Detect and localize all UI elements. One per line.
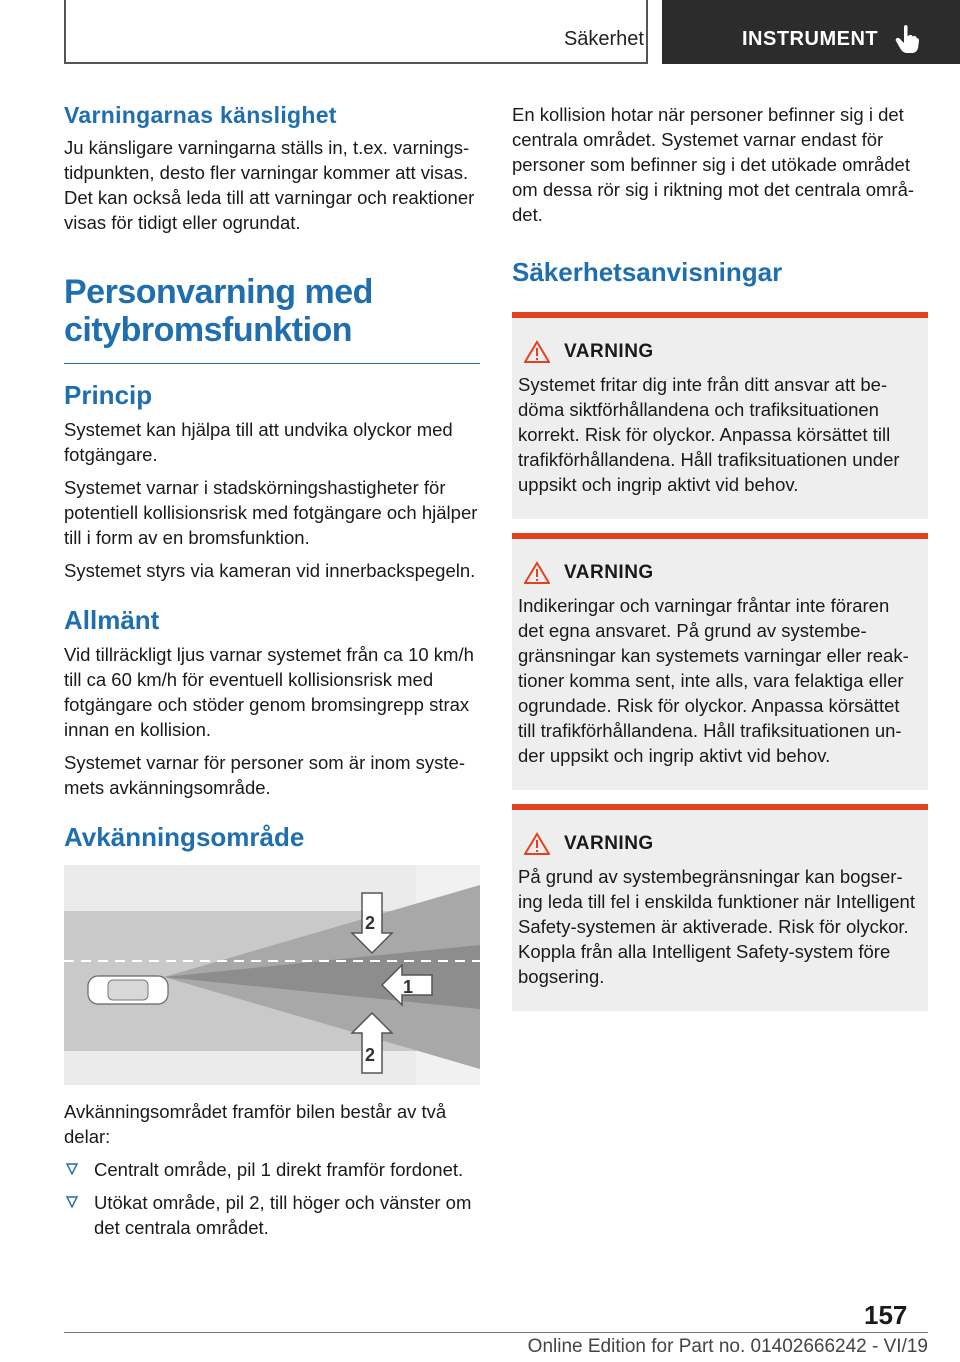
warning-title: VARNING bbox=[564, 341, 654, 362]
bullet-text: Centralt område, pil 1 direkt framför fordonet. bbox=[94, 1159, 464, 1180]
main-heading: Personvarning med citybromsfunktion bbox=[64, 273, 373, 349]
detection-area-figure bbox=[64, 865, 480, 1085]
warning-box bbox=[512, 312, 928, 519]
left-column bbox=[64, 102, 480, 1248]
arrow-1-label: 1 bbox=[403, 977, 414, 997]
list-item bbox=[64, 1190, 480, 1240]
warning-text: Systemet fritar dig inte från ditt ansvar att bedöma siktförhållandena och trafiksituationen korrekt. Risk för olyckor. Anpassa körsättet till trafikförhållandena. Håll trafiksituationen under uppsikt och ingrip aktivt vid behov. bbox=[518, 374, 900, 495]
principle-p1: Systemet kan hjälpa till att undvika olyckor med fotgängare. bbox=[64, 419, 453, 465]
sensitivity-text: Ju känsligare varningarna ställs in, t.ex. varningstidpunkten, desto fler varningar kommer att visas. Det kan också leda till att varningar och reaktioner visas för tidigt eller ogrundat. bbox=[64, 137, 475, 233]
warning-title: VARNING bbox=[564, 833, 654, 854]
warning-triangle-icon bbox=[524, 832, 550, 856]
safety-heading: Säkerhetsanvisningar bbox=[512, 257, 783, 287]
pointing-hand-icon bbox=[895, 24, 919, 54]
bullet-text: Utökat område, pil 2, till höger och vänster om det centrala området. bbox=[94, 1192, 472, 1238]
warning-box bbox=[512, 804, 928, 1011]
general-p2: Systemet varnar för personer som är inom systemets avkänningsområde. bbox=[64, 752, 465, 798]
list-item bbox=[64, 1157, 480, 1182]
header-section-title: Säkerhet bbox=[563, 28, 644, 50]
header-section-box bbox=[64, 0, 648, 64]
header-tab-label: INSTRUMENT bbox=[742, 28, 879, 50]
warning-title: VARNING bbox=[564, 562, 654, 583]
warning-box bbox=[512, 533, 928, 790]
heading-rule bbox=[64, 363, 480, 364]
edition-footer: Online Edition for Part no. 01402666242 - VI/19 bbox=[527, 1336, 928, 1357]
arrow-2-top-label: 2 bbox=[365, 913, 376, 933]
sensitivity-heading: Varningarnas känslighet bbox=[64, 102, 337, 128]
detection-heading: Avkänningsområde bbox=[64, 822, 305, 852]
detection-bullet-list bbox=[64, 1157, 480, 1240]
detection-area-diagram bbox=[64, 865, 480, 1085]
page-number: 157 bbox=[864, 1300, 908, 1330]
footer-rule bbox=[64, 1332, 928, 1333]
header-tab[interactable] bbox=[662, 0, 960, 64]
right-column bbox=[512, 102, 928, 1025]
principle-p2: Systemet varnar i stadskörningshastigheter för potentiell kollisionsrisk med fotgängare och hjälper till i form av en bromsfunktion. bbox=[64, 477, 478, 548]
detection-text: Avkänningsområdet framför bilen består av två delar: bbox=[64, 1101, 447, 1147]
intro-text: En kollision hotar när personer befinner sig i det centrala området. Systemet varnar endast för personer som befinner sig i det utökade området om dessa rör sig i riktning mot det centrala området. bbox=[512, 104, 915, 225]
principle-heading: Princip bbox=[64, 380, 153, 410]
triangle-bullet-icon bbox=[66, 1163, 78, 1175]
warning-text: Indikeringar och varningar fråntar inte föraren det egna ansvaret. På grund av systembegränsningar kan systemets varningar eller reaktioner komma sent, inte alls, vara felaktiga eller ogrundade. Risk för olyckor. Anpassa körsättet till trafikförhållandena. Håll trafiksituationen under uppsikt och ingrip aktivt vid behov. bbox=[518, 595, 909, 766]
arrow-2-bottom-label: 2 bbox=[365, 1045, 376, 1065]
warning-text: På grund av systembegränsningar kan bogsering leda till fel i enskilda funktioner när Intelligent Safety-systemen är aktiverade. Risk för olyckor. Koppla från alla Intelligent Safety-system före bogsering. bbox=[518, 866, 915, 987]
warning-triangle-icon bbox=[524, 340, 550, 364]
warning-triangle-icon bbox=[524, 561, 550, 585]
principle-p3: Systemet styrs via kameran vid innerbackspegeln. bbox=[64, 560, 476, 581]
general-p1: Vid tillräckligt ljus varnar systemet från ca 10 km/h till ca 60 km/h för eventuell kollisionsrisk med fotgängare och stöder genom bromsingrepp strax innan en kollision. bbox=[64, 644, 474, 740]
general-heading: Allmänt bbox=[64, 605, 160, 635]
triangle-bullet-icon bbox=[66, 1196, 78, 1208]
